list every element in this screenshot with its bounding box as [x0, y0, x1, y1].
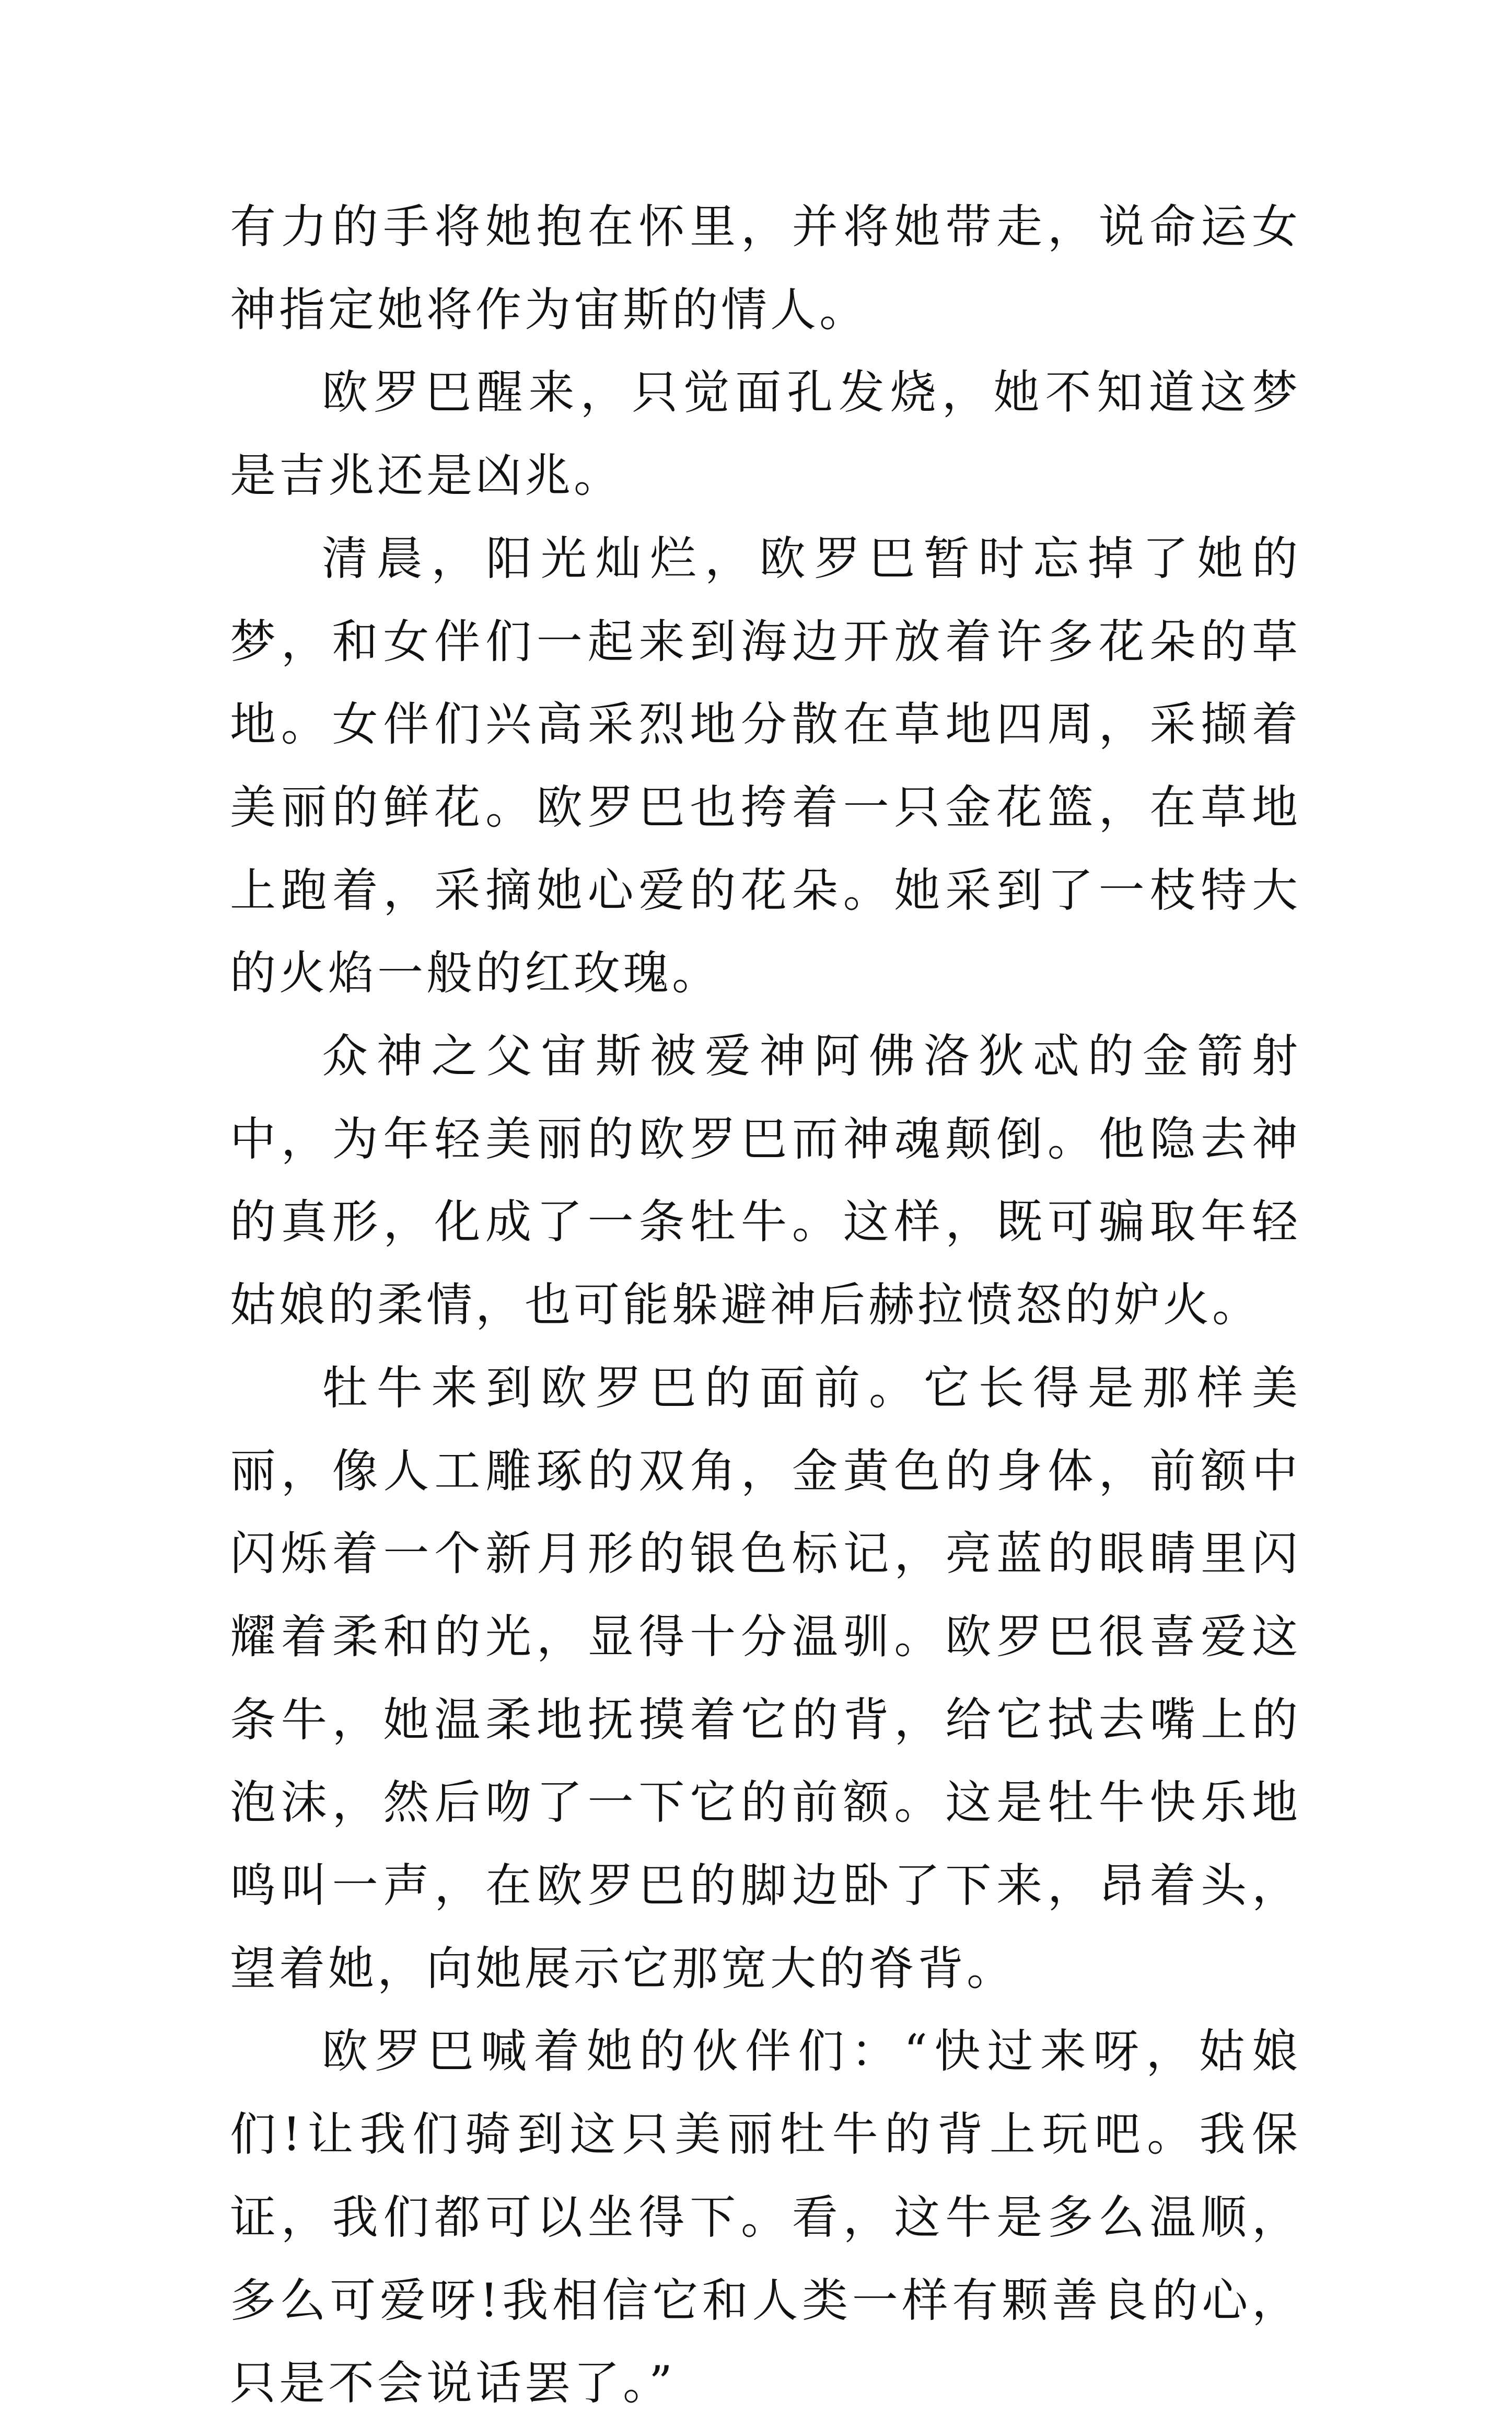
paragraph-3: 清晨，阳光灿烂，欧罗巴暂时忘掉了她的梦，和女伴们一起来到海边开放着许多花朵的草地。女伴们兴高采烈地分散在草地四周，采撷着美丽的鲜花。欧罗巴也挎着一只金花篮，在草地上跑着，采摘她心爱的花朵。她采到了一枝特大的火焰一般的红玫瑰。	[230, 531, 1301, 1000]
paragraph-1: 有力的手将她抱在怀里，并将她带走，说命运女神指定她将作为宙斯的情人。	[230, 200, 1301, 337]
paragraph-6: 欧罗巴喊着她的伙伴们：“快过来呀，姑娘们!让我们骑到这只美丽牡牛的背上玩吧。我保证，我们都可以坐得下。看，这牛是多么温顺，多么可爱呀!我相信它和人类一样有颗善良的心，只是不会说话罢了。”	[230, 2024, 1301, 2410]
document-body	[230, 186, 1301, 2425]
paragraph-2: 欧罗巴醒来，只觉面孔发烧，她不知道这梦是吉兆还是凶兆。	[230, 365, 1301, 503]
paragraph-5: 牡牛来到欧罗巴的面前。它长得是那样美丽，像人工雕琢的双角，金黄色的身体，前额中闪烁着一个新月形的银色标记，亮蓝的眼睛里闪耀着柔和的光，显得十分温驯。欧罗巴很喜爱这条牛，她温柔地抚摸着它的背，给它拭去嘴上的泡沫，然后吻了一下它的前额。这是牡牛快乐地鸣叫一声，在欧罗巴的脚边卧了下来，昂着头，望着她，向她展示它那宽大的脊背。	[230, 1360, 1301, 1995]
paragraph-4: 众神之父宙斯被爱神阿佛洛狄忒的金箭射中，为年轻美丽的欧罗巴而神魂颠倒。他隐去神的真形，化成了一条牡牛。这样，既可骗取年轻姑娘的柔情，也可能躲避神后赫拉愤怒的妒火。	[230, 1029, 1301, 1332]
